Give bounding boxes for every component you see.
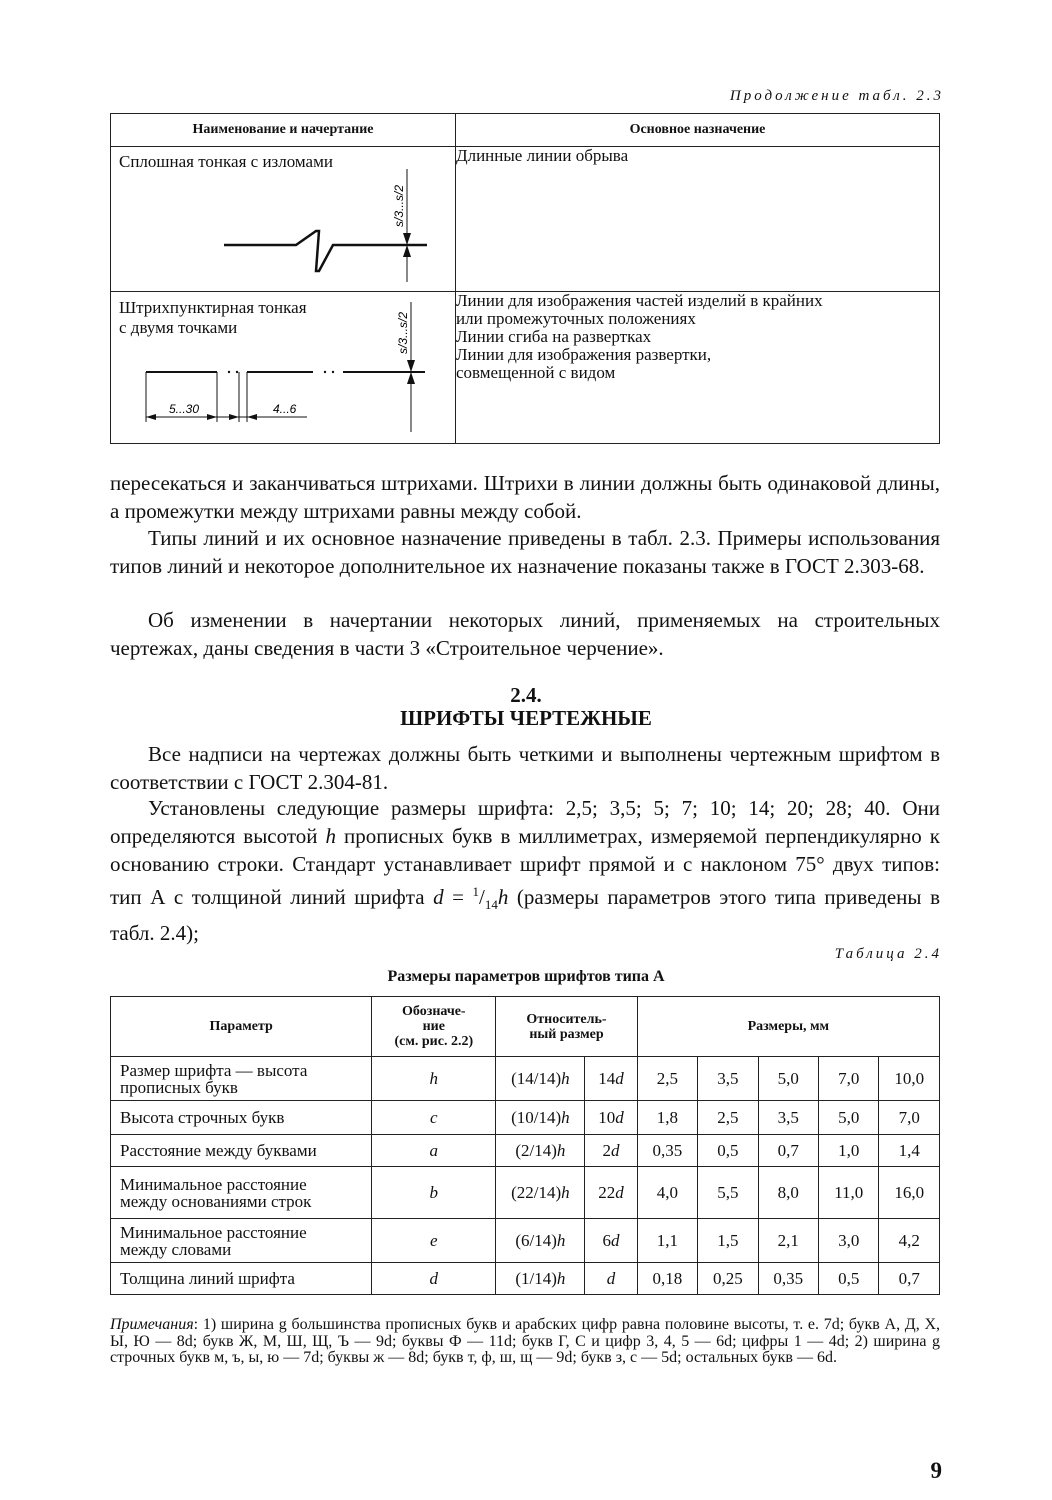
size-value: 3,0: [819, 1219, 879, 1263]
size-value: 4,0: [637, 1167, 697, 1219]
size-value: 0,25: [698, 1263, 758, 1295]
param-name: Минимальное расстояние между основаниями строк: [111, 1167, 372, 1219]
section-title: ШРИФТЫ ЧЕРТЕЖНЫЕ: [400, 706, 652, 730]
relative-d: 2d: [585, 1135, 637, 1167]
param-name: Расстояние между буквами: [111, 1135, 372, 1167]
table-row: [111, 1057, 940, 1101]
line-name-cell: [111, 147, 456, 292]
header-designation: Обозначе- ние (см. рис. 2.2): [372, 997, 496, 1057]
size-value: 4,2: [879, 1219, 940, 1263]
purpose-line: Линии сгиба на развертках: [456, 327, 652, 346]
table-notes: Примечания: 1) ширина g большинства прописных букв и арабских цифр равна половине высоты, т. е. 7d; букв А, Д, Х, Ы, Ю — 8d; букв Ж, М, Ш, Щ, Ъ — 9d; буквы Ф — 11d; букв Г, С и цифр 3, 4, 5 — 6d; цифры 1 — 4d; 2) ширина g строчных букв м, ъ, ы, ю — 7d; буквы ж — 8d; букв т, ф, ш, щ — 9d; букв з, с — 5d; остальных букв — 6d.: [110, 1316, 940, 1366]
table-row: [111, 1167, 940, 1219]
param-symbol: d: [372, 1263, 496, 1295]
broken-line-drawing: [111, 147, 455, 292]
relative-d: d: [585, 1263, 637, 1295]
size-value: 2,5: [637, 1057, 697, 1101]
line-name-cell: [111, 292, 456, 444]
dim-label: s/3...s/2: [392, 184, 406, 227]
paragraph: Об изменении в начертании некоторых линий, применяемых на строительных чертежах, даны сведения в части 3 «Строительное черчение».: [110, 608, 940, 660]
param-symbol: a: [372, 1135, 496, 1167]
section-number: 2.4.: [510, 683, 542, 707]
paragraph: Установлены следующие размеры шрифта: 2,5; 3,5; 5; 7; 10; 14; 20; 28; 40. Они определяются высотой h прописных букв в миллиметрах, измеряемой перпендикулярно к основанию строки. Стандарт устанавливает шрифт прямой и с наклоном 75° двух типов: тип А с толщиной линий шрифта $d = ^1/_{14}h$ (размеры параметров этого типа приведены в табл. 2.4);: [110, 796, 940, 946]
size-value: 0,5: [698, 1135, 758, 1167]
size-value: 1,0: [819, 1135, 879, 1167]
header-sizes: Размеры, мм: [637, 997, 939, 1057]
purpose-line: Линии для изображения частей изделий в крайних: [456, 291, 823, 310]
size-value: 3,5: [698, 1057, 758, 1101]
line-name: Сплошная тонкая с изломами: [119, 152, 333, 171]
purpose-line: или промежуточных положениях: [456, 309, 696, 328]
size-value: 0,18: [637, 1263, 697, 1295]
size-value: 8,0: [758, 1167, 818, 1219]
relative-size: (10/14)h: [496, 1101, 585, 1135]
line-purpose: Длинные линии обрыва: [456, 147, 940, 292]
relative-d: 10d: [585, 1101, 637, 1135]
relative-d: 6d: [585, 1219, 637, 1263]
line-name-line1: Штрихпунктирная тонкая: [119, 298, 307, 317]
size-value: 2,5: [698, 1101, 758, 1135]
size-value: 1,8: [637, 1101, 697, 1135]
table-label: Таблица 2.4: [834, 946, 942, 962]
dash-length-label: 5...30: [169, 402, 200, 416]
table-row: [111, 1101, 940, 1135]
param-symbol: c: [372, 1101, 496, 1135]
table-header-name: Наименование и начертание: [111, 114, 456, 147]
param-symbol: b: [372, 1167, 496, 1219]
size-value: 5,0: [819, 1101, 879, 1135]
size-value: 7,0: [819, 1057, 879, 1101]
paragraph: Все надписи на чертежах должны быть четкими и выполнены чертежным шрифтом в соответствии с ГОСТ 2.304-81.: [110, 742, 940, 794]
size-value: 10,0: [879, 1057, 940, 1101]
dash-dot-line-drawing: [111, 292, 455, 444]
dim-label: s/3...s/2: [396, 311, 410, 354]
size-value: 0,35: [637, 1135, 697, 1167]
size-value: 5,0: [758, 1057, 818, 1101]
param-symbol: e: [372, 1219, 496, 1263]
table-row: [111, 1263, 940, 1295]
size-value: 0,35: [758, 1263, 818, 1295]
purpose-line: Линии для изображения развертки,: [456, 345, 712, 364]
page-number: 9: [930, 1458, 942, 1483]
relative-size: (6/14)h: [496, 1219, 585, 1263]
table-row: [111, 292, 940, 444]
size-value: 5,5: [698, 1167, 758, 1219]
size-value: 1,5: [698, 1219, 758, 1263]
param-name: Высота строчных букв: [111, 1101, 372, 1135]
table-header-purpose: Основное назначение: [456, 114, 940, 147]
size-value: 16,0: [879, 1167, 940, 1219]
header-param: Параметр: [111, 997, 372, 1057]
size-value: 1,1: [637, 1219, 697, 1263]
relative-size: (2/14)h: [496, 1135, 585, 1167]
size-value: 0,7: [758, 1135, 818, 1167]
size-value: 3,5: [758, 1101, 818, 1135]
size-value: 0,5: [819, 1263, 879, 1295]
param-symbol: h: [372, 1057, 496, 1101]
size-value: 7,0: [879, 1101, 940, 1135]
param-name: Толщина линий шрифта: [111, 1263, 372, 1295]
paragraph: Типы линий и их основное назначение приведены в табл. 2.3. Примеры использования типов линий и некоторое дополнительное их назначение показаны также в ГОСТ 2.303-68.: [110, 526, 940, 578]
table-caption: Размеры параметров шрифтов типа А: [387, 968, 665, 985]
gap-length-label: 4...6: [273, 402, 297, 416]
font-parameters-table: [110, 996, 940, 1295]
line-types-table: [110, 113, 940, 444]
param-name: Минимальное расстояние между словами: [111, 1219, 372, 1263]
header-relative: Относитель- ный размер: [496, 997, 637, 1057]
relative-size: (22/14)h: [496, 1167, 585, 1219]
table-row: [111, 1135, 940, 1167]
table-row: [111, 1219, 940, 1263]
relative-d: 14d: [585, 1057, 637, 1101]
line-purpose: [456, 292, 940, 444]
size-value: 2,1: [758, 1219, 818, 1263]
param-name: Размер шрифта — высота прописных букв: [111, 1057, 372, 1101]
table-row: [111, 147, 940, 292]
relative-size: (1/14)h: [496, 1263, 585, 1295]
size-value: 1,4: [879, 1135, 940, 1167]
line-name-line2: с двумя точками: [119, 318, 238, 337]
size-value: 11,0: [819, 1167, 879, 1219]
purpose-line: совмещенной с видом: [456, 363, 616, 382]
size-value: 0,7: [879, 1263, 940, 1295]
continuation-label: Продолжение табл. 2.3: [729, 88, 944, 104]
paragraph: пересекаться и заканчиваться штрихами. Штрихи в линии должны быть одинаковой длины, а промежутки между штрихами равны между собой.: [110, 471, 940, 523]
relative-size: (14/14)h: [496, 1057, 585, 1101]
relative-d: 22d: [585, 1167, 637, 1219]
